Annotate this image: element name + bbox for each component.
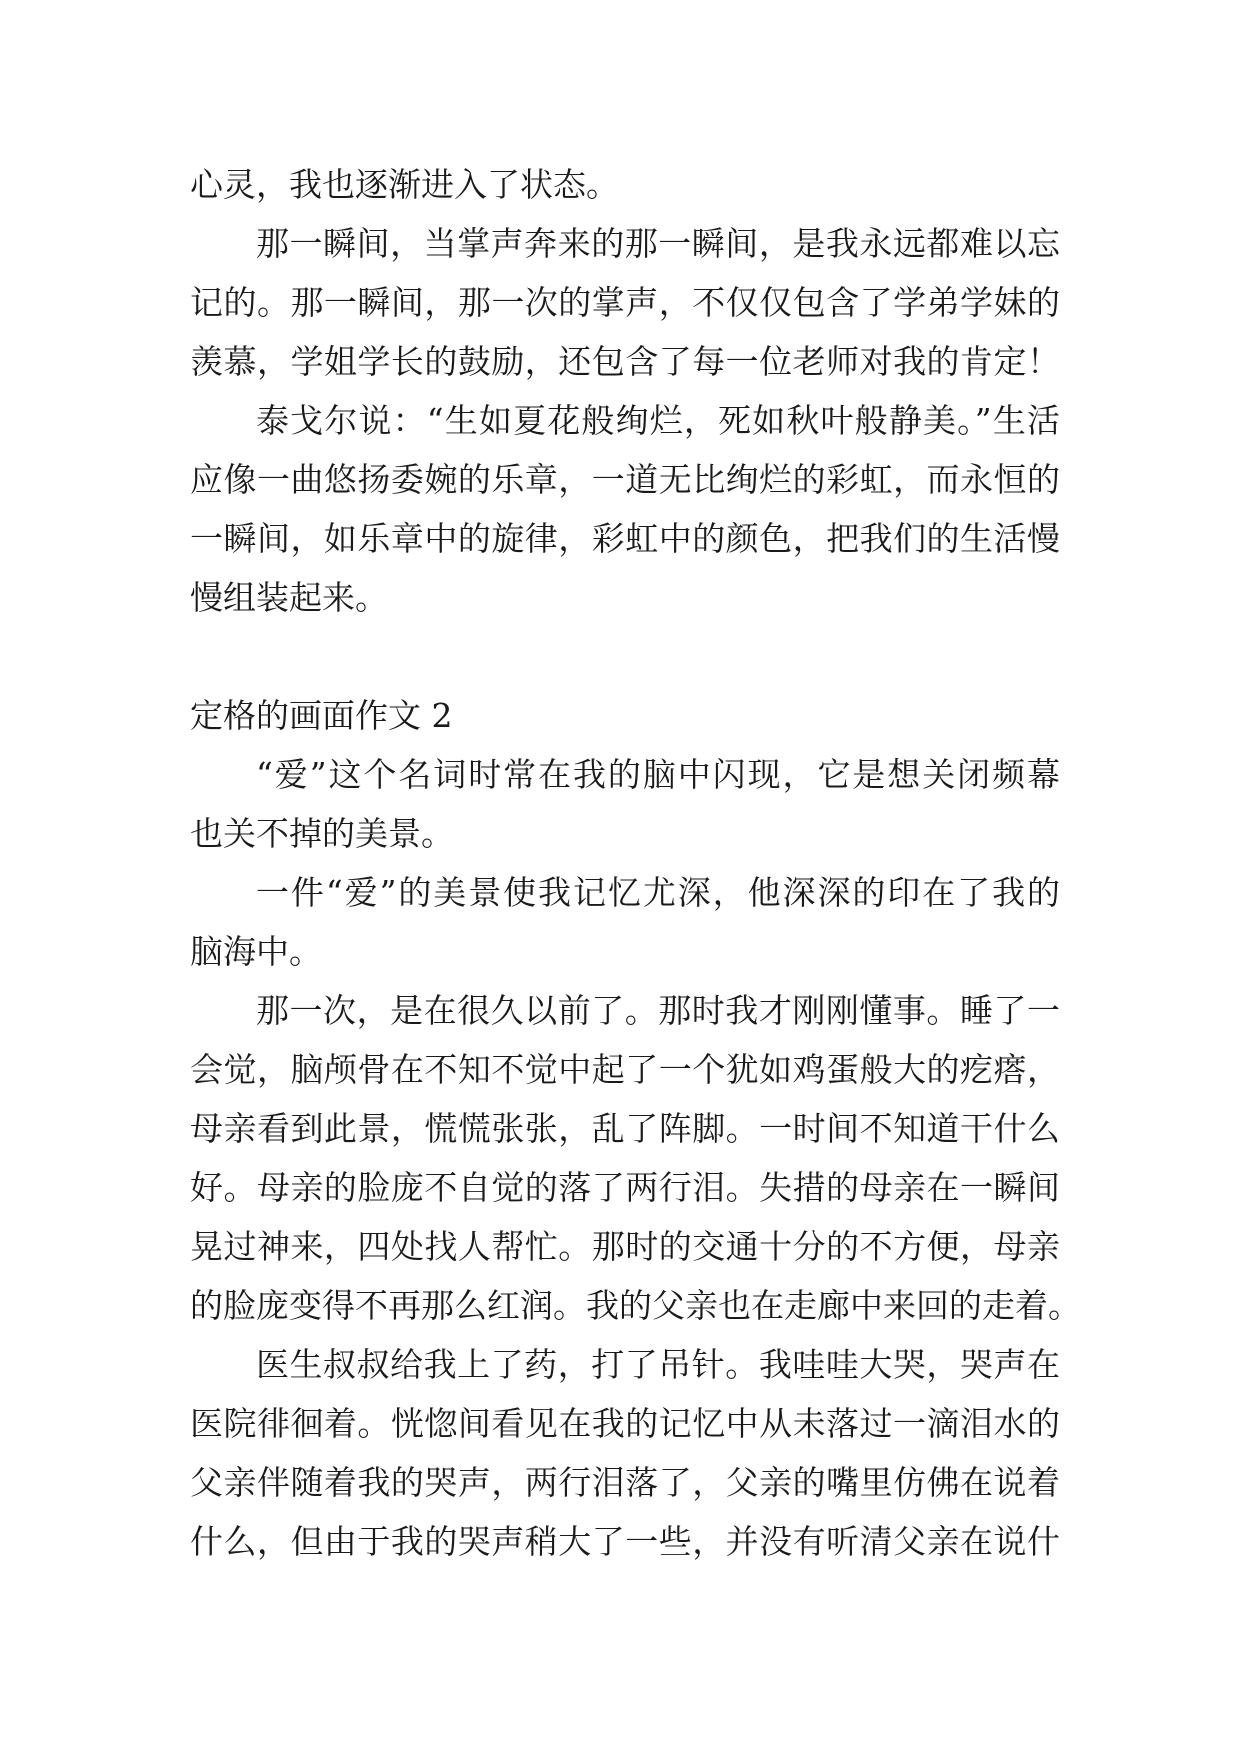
paragraph-line: 那一瞬间，当掌声奔来的那一瞬间，是我永远都难以忘 bbox=[256, 224, 1060, 263]
paragraph-line: 会觉，脑颅骨在不知不觉中起了一个犹如鸡蛋般大的疙瘩， bbox=[190, 1050, 1060, 1089]
paragraph-line: 泰戈尔说：“生如夏花般绚烂，死如秋叶般静美。”生活 bbox=[256, 401, 1060, 440]
section-gap bbox=[190, 627, 1060, 686]
section-heading: 定格的画面作文 2 bbox=[190, 696, 453, 735]
paragraph-line: 晃过神来，四处找人帮忙。那时的交通十分的不方便，母亲 bbox=[190, 1227, 1060, 1266]
paragraph-line: 脑海中。 bbox=[190, 932, 322, 971]
paragraph-line: 羡慕，学姐学长的鼓励，还包含了每一位老师对我的肯定！ bbox=[190, 342, 1060, 381]
paragraph-line: 那一次，是在很久以前了。那时我才刚刚懂事。睡了一 bbox=[256, 991, 1060, 1030]
paragraph-line: 一件“爱”的美景使我记忆尤深，他深深的印在了我的 bbox=[256, 873, 1060, 912]
paragraph-line: 应像一曲悠扬委婉的乐章，一道无比绚烂的彩虹，而永恒的 bbox=[190, 460, 1060, 499]
paragraph-line: 什么，但由于我的哭声稍大了一些，并没有听清父亲在说什 bbox=[190, 1522, 1060, 1561]
paragraph-line: 慢组装起来。 bbox=[190, 578, 388, 617]
paragraph-line: “爱”这个名词时常在我的脑中闪现，它是想关闭频幕 bbox=[256, 755, 1060, 794]
paragraph-line: 也关不掉的美景。 bbox=[190, 814, 454, 853]
paragraph-line: 一瞬间，如乐章中的旋律，彩虹中的颜色，把我们的生活慢 bbox=[190, 519, 1060, 558]
paragraph-line: 医生叔叔给我上了药，打了吊针。我哇哇大哭，哭声在 bbox=[256, 1345, 1060, 1384]
paragraph-line: 母亲看到此景，慌慌张张，乱了阵脚。一时间不知道干什么 bbox=[190, 1109, 1060, 1148]
paragraph-line: 医院徘徊着。恍惚间看见在我的记忆中从未落过一滴泪水的 bbox=[190, 1404, 1060, 1443]
paragraph-line: 心灵，我也逐渐进入了状态。 bbox=[190, 165, 619, 204]
paragraph-line: 父亲伴随着我的哭声，两行泪落了，父亲的嘴里仿佛在说着 bbox=[190, 1463, 1060, 1502]
paragraph-line: 好。母亲的脸庞不自觉的落了两行泪。失措的母亲在一瞬间 bbox=[190, 1168, 1060, 1207]
paragraph-line: 的脸庞变得不再那么红润。我的父亲也在走廊中来回的走着。 bbox=[190, 1286, 1081, 1325]
paragraph-line: 记的。那一瞬间，那一次的掌声，不仅仅包含了学弟学妹的 bbox=[190, 283, 1060, 322]
document-page bbox=[190, 155, 1081, 1571]
